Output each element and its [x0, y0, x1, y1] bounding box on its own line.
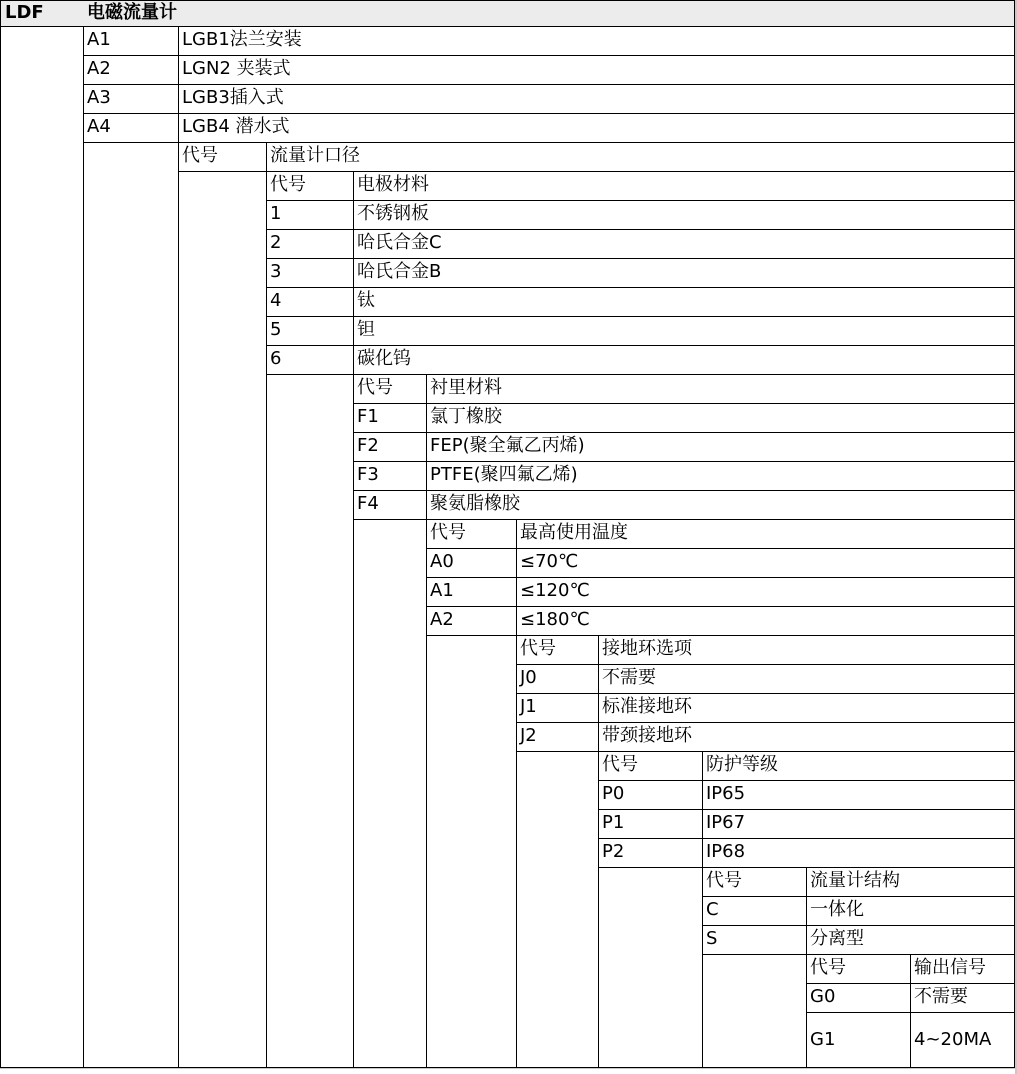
- protection-code-header[interactable]: [598, 751, 703, 781]
- mount-code: A2: [87, 58, 111, 79]
- mount-code-a4[interactable]: [83, 113, 179, 143]
- electrode-code[interactable]: [266, 345, 354, 375]
- lining-code-text: F3: [357, 464, 379, 485]
- electrode-code-text: 4: [270, 290, 282, 311]
- spacer-col-9: [702, 954, 807, 1068]
- code-label: 代号: [602, 754, 638, 775]
- temperature-label[interactable]: [516, 577, 1015, 607]
- output-label[interactable]: [910, 1012, 1015, 1068]
- mount-code: A3: [87, 87, 111, 108]
- code-label: 代号: [810, 957, 846, 978]
- protection-label[interactable]: [702, 809, 1015, 839]
- spacer-col-6: [426, 635, 517, 1068]
- mount-code: A1: [87, 29, 111, 50]
- electrode-label[interactable]: [353, 258, 1015, 288]
- lining-label-text: FEP(聚全氟乙丙烯): [430, 435, 585, 456]
- grounding-label-text: 带颈接地环: [602, 725, 692, 746]
- root-name-cell[interactable]: [83, 0, 1015, 27]
- lining-label[interactable]: [426, 403, 1015, 433]
- lining-label[interactable]: [426, 490, 1015, 520]
- grounding-label[interactable]: [598, 693, 1015, 723]
- lining-title-cell[interactable]: [426, 374, 1015, 404]
- protection-code[interactable]: [598, 838, 703, 868]
- electrode-code-text: 6: [270, 348, 282, 369]
- electrode-code[interactable]: [266, 287, 354, 317]
- diameter-title-cell[interactable]: [266, 142, 1015, 172]
- mount-label-a1[interactable]: [178, 26, 1015, 56]
- code-label: 代号: [706, 870, 742, 891]
- lining-label-text: 聚氨脂橡胶: [430, 493, 520, 514]
- spacer-col-1: [0, 26, 84, 1068]
- output-code[interactable]: [806, 983, 911, 1013]
- root-code-cell[interactable]: [0, 0, 84, 27]
- mount-label-a2[interactable]: [178, 55, 1015, 85]
- output-code-header[interactable]: [806, 954, 911, 984]
- protection-title-cell[interactable]: [702, 751, 1015, 781]
- spacer-col-3: [178, 171, 267, 1068]
- structure-code[interactable]: [702, 925, 807, 955]
- temperature-label-text: ≤180℃: [520, 609, 590, 630]
- protection-code[interactable]: [598, 809, 703, 839]
- temperature-code-text: A0: [430, 551, 454, 572]
- temperature-code[interactable]: [426, 606, 517, 636]
- bottom-gridline: [0, 1068, 1017, 1069]
- spacer-col-4: [266, 374, 354, 1068]
- lining-label-text: 氯丁橡胶: [430, 406, 502, 427]
- grounding-code-header[interactable]: [516, 635, 599, 665]
- electrode-title-cell[interactable]: [353, 171, 1015, 201]
- output-label-text: 不需要: [914, 986, 968, 1007]
- electrode-title: 电极材料: [357, 174, 429, 195]
- protection-label-text: IP67: [706, 812, 746, 833]
- protection-label-text: IP68: [706, 841, 746, 862]
- lining-code[interactable]: [353, 490, 427, 520]
- grounding-code-text: J1: [520, 696, 537, 717]
- lining-code-text: F2: [357, 435, 379, 456]
- grounding-code-text: J2: [520, 725, 537, 746]
- electrode-label[interactable]: [353, 316, 1015, 346]
- lining-title: 衬里材料: [430, 377, 502, 398]
- grounding-code[interactable]: [516, 664, 599, 694]
- temperature-label[interactable]: [516, 606, 1015, 636]
- electrode-code-header[interactable]: [266, 171, 354, 201]
- structure-label-text: 分离型: [810, 928, 864, 949]
- electrode-label-text: 钽: [357, 319, 375, 340]
- electrode-code[interactable]: [266, 316, 354, 346]
- electrode-code[interactable]: [266, 200, 354, 230]
- mount-label: LGN2 夹装式: [182, 58, 291, 79]
- electrode-code-text: 3: [270, 261, 282, 282]
- grounding-title-cell[interactable]: [598, 635, 1015, 665]
- temperature-title-cell[interactable]: [516, 519, 1015, 549]
- electrode-label-text: 钛: [357, 290, 375, 311]
- structure-code[interactable]: [702, 896, 807, 926]
- diameter-code-header[interactable]: [178, 142, 267, 172]
- protection-code-text: P2: [602, 841, 625, 862]
- grounding-label[interactable]: [598, 664, 1015, 694]
- lining-code-text: F4: [357, 493, 379, 514]
- structure-label[interactable]: [806, 925, 1015, 955]
- mount-code-a2[interactable]: [83, 55, 179, 85]
- mount-label-a4[interactable]: [178, 113, 1015, 143]
- mount-label-a3[interactable]: [178, 84, 1015, 114]
- temperature-code-text: A2: [430, 609, 454, 630]
- spacer-col-5: [353, 519, 427, 1068]
- electrode-label-text: 碳化钨: [357, 348, 411, 369]
- output-code[interactable]: [806, 1012, 911, 1068]
- root-code: LDF: [5, 2, 44, 23]
- protection-code-text: P1: [602, 812, 625, 833]
- electrode-label[interactable]: [353, 287, 1015, 317]
- mount-code-a1[interactable]: [83, 26, 179, 56]
- diameter-title: 流量计口径: [270, 145, 360, 166]
- lining-label[interactable]: [426, 461, 1015, 491]
- temperature-title: 最高使用温度: [520, 522, 628, 543]
- electrode-label-text: 哈氏合金B: [357, 261, 442, 282]
- electrode-code[interactable]: [266, 229, 354, 259]
- electrode-code-text: 1: [270, 203, 282, 224]
- output-label[interactable]: [910, 983, 1015, 1013]
- electrode-label[interactable]: [353, 229, 1015, 259]
- lining-code[interactable]: [353, 461, 427, 491]
- structure-code-header[interactable]: [702, 867, 807, 897]
- output-code-text: G1: [810, 1029, 836, 1050]
- temperature-label-text: ≤120℃: [520, 580, 590, 601]
- code-label: 代号: [520, 638, 556, 659]
- temperature-code-header[interactable]: [426, 519, 517, 549]
- structure-label[interactable]: [806, 896, 1015, 926]
- root-name: 电磁流量计: [87, 2, 177, 23]
- structure-title: 流量计结构: [810, 870, 900, 891]
- temperature-code[interactable]: [426, 548, 517, 578]
- structure-code-text: S: [706, 928, 718, 949]
- code-label: 代号: [357, 377, 393, 398]
- temperature-code[interactable]: [426, 577, 517, 607]
- mount-code: A4: [87, 116, 111, 137]
- protection-code-text: P0: [602, 783, 625, 804]
- electrode-code-text: 5: [270, 319, 282, 340]
- grounding-code[interactable]: [516, 722, 599, 752]
- mount-label: LGB4 潜水式: [182, 116, 290, 137]
- grounding-code-text: J0: [520, 667, 537, 688]
- electrode-label-text: 哈氏合金C: [357, 232, 442, 253]
- structure-title-cell[interactable]: [806, 867, 1015, 897]
- output-label-text: 4~20MA: [914, 1029, 992, 1050]
- protection-label[interactable]: [702, 838, 1015, 868]
- lining-label-text: PTFE(聚四氟乙烯): [430, 464, 578, 485]
- mount-label: LGB1法兰安装: [182, 29, 302, 50]
- lining-code[interactable]: [353, 432, 427, 462]
- protection-title: 防护等级: [706, 754, 778, 775]
- grounding-code[interactable]: [516, 693, 599, 723]
- output-title: 输出信号: [914, 957, 986, 978]
- spacer-col-2: [83, 142, 179, 1068]
- grounding-title: 接地环选项: [602, 638, 692, 659]
- grounding-label[interactable]: [598, 722, 1015, 752]
- grounding-label-text: 不需要: [602, 667, 656, 688]
- spacer-col-8: [598, 867, 703, 1068]
- temperature-code-text: A1: [430, 580, 454, 601]
- protection-label[interactable]: [702, 780, 1015, 810]
- lining-label[interactable]: [426, 432, 1015, 462]
- structure-label-text: 一体化: [810, 899, 864, 920]
- lining-code[interactable]: [353, 403, 427, 433]
- lining-code-text: F1: [357, 406, 379, 427]
- electrode-label[interactable]: [353, 200, 1015, 230]
- code-label: 代号: [182, 145, 218, 166]
- output-title-cell[interactable]: [910, 954, 1015, 984]
- protection-label-text: IP65: [706, 783, 746, 804]
- protection-code[interactable]: [598, 780, 703, 810]
- mount-label: LGB3插入式: [182, 87, 284, 108]
- structure-code-text: C: [706, 899, 719, 920]
- code-label: 代号: [430, 522, 466, 543]
- mount-code-a3[interactable]: [83, 84, 179, 114]
- code-label: 代号: [270, 174, 306, 195]
- temperature-label[interactable]: [516, 548, 1015, 578]
- electrode-code[interactable]: [266, 258, 354, 288]
- output-code-text: G0: [810, 986, 836, 1007]
- spacer-col-7: [516, 751, 599, 1068]
- electrode-code-text: 2: [270, 232, 282, 253]
- lining-code-header[interactable]: [353, 374, 427, 404]
- electrode-label-text: 不锈钢板: [357, 203, 429, 224]
- electrode-label[interactable]: [353, 345, 1015, 375]
- grounding-label-text: 标准接地环: [602, 696, 692, 717]
- temperature-label-text: ≤70℃: [520, 551, 579, 572]
